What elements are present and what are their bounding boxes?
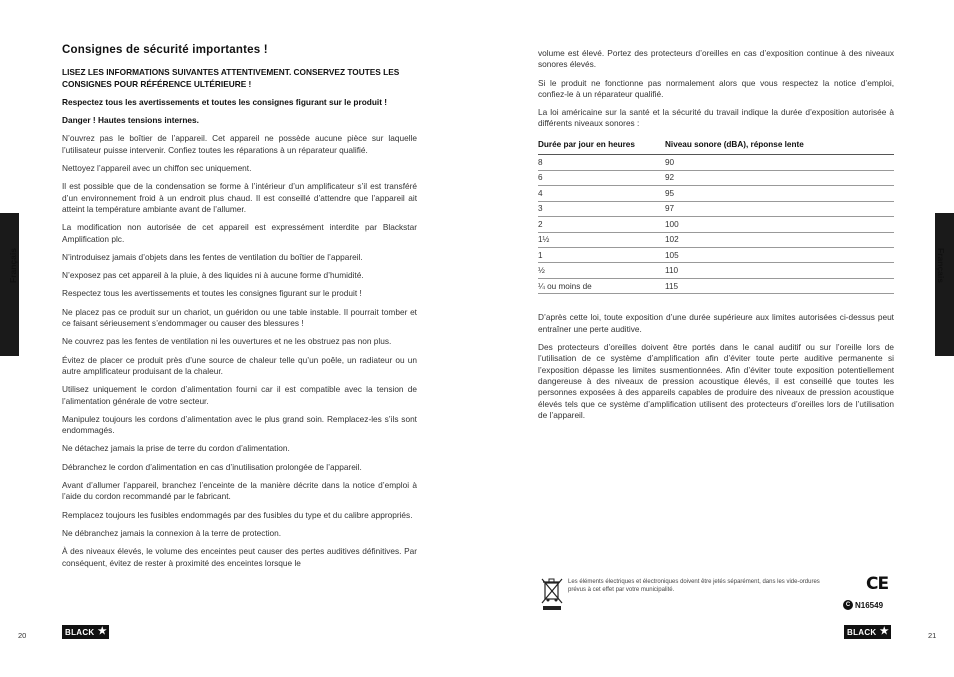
paragraph: La loi américaine sur la santé et la sécurité du travail indique la durée d’exposition autorisée à différents niveaux sonores : <box>538 107 894 129</box>
bold-paragraph: Danger ! Hautes tensions internes. <box>62 115 199 126</box>
page-heading: Consignes de sécurité importantes ! <box>62 44 268 56</box>
certification <box>843 600 883 610</box>
table-cell: 4 <box>538 186 665 201</box>
table-cell: 100 <box>665 217 894 232</box>
table-cell: 6 <box>538 170 665 185</box>
paragraph: Si le produit ne fonctionne pas normalement alors que vous respectez la notice d’emploi, confiez-le à un réparateur qualifié. <box>538 77 894 99</box>
star-icon: ★ <box>97 626 107 637</box>
table-row <box>538 247 894 262</box>
logo-text: BLACK <box>847 627 877 637</box>
blackstar-logo <box>62 625 109 639</box>
paragraph: N’exposez pas cet appareil à la pluie, à des liquides ni à aucune forme d’humidité. <box>62 270 364 281</box>
star-icon: ★ <box>879 626 889 637</box>
table-row <box>538 217 894 232</box>
paragraph: Évitez de placer ce produit près d’une source de chaleur telle qu’un poêle, un radiateur ou un autre amplificateur produisant de la chaleur. <box>62 354 417 376</box>
paragraph: Remplacez toujours les fusibles endommagés par des fusibles du type et du calibre appropriés. <box>62 509 413 520</box>
tab-label-right: Français <box>936 248 946 283</box>
table-row <box>538 278 894 293</box>
table-cell: 3 <box>538 201 665 216</box>
weee-bin-icon <box>540 577 564 611</box>
paragraph: Ne débranchez jamais la connexion à la terre de protection. <box>62 527 282 538</box>
bold-paragraph: LISEZ LES INFORMATIONS SUIVANTES ATTENTIVEMENT. CONSERVEZ TOUTES LES CONSIGNES POUR RÉFÉRENCE ULTÉRIEURE ! <box>62 67 400 89</box>
table-row <box>538 232 894 247</box>
side-tab-right <box>935 213 954 356</box>
paragraph: Des protecteurs d’oreilles doivent être portés dans le canal auditif ou sur l’oreille lors de l’utilisation de ce système d’amplification afin d’éviter toute perte auditive permanente si l’exposition dépasse les limites susmentionnées. Afin d’éviter toute exposition potentiellement dangereuse à des niveaux de pression acoustique élevés, il est conseillé que toutes les personnes exposées à des appareils capables de produire des niveaux de pression acoustique élevés tels que ce système d’amplification utilisent des protecteurs d’oreilles lors de l’utilisation de l’appareil. <box>538 342 894 420</box>
c-tick-icon: C <box>843 600 853 610</box>
table-cell: 95 <box>665 186 894 201</box>
table-row <box>538 170 894 185</box>
weee-notice: Les éléments électriques et électroniques doivent être jetés séparément, dans les vide-ordures prévus à cet effet par votre municipalité. <box>568 579 820 593</box>
column-header: Niveau sonore (dBA), réponse lente <box>665 137 894 155</box>
paragraph: Avant d’allumer l’appareil, branchez l’enceinte de la manière décrite dans la notice d’emploi à l’aide du cordon recommandé par le fabricant. <box>62 480 417 502</box>
page-number: 21 <box>928 631 937 640</box>
paragraph: N’ouvrez pas le boîtier de l’appareil. Cet appareil ne possède aucune pièce sur laquelle l’utilisateur puisse intervenir. Confiez toutes les réparations à un réparateur qualifié. <box>62 133 417 155</box>
bold-paragraph: Respectez tous les avertissements et toutes les consignes figurant sur le produit ! <box>62 96 388 107</box>
table-cell: 110 <box>665 263 894 278</box>
column-header: Durée par jour en heures <box>538 137 665 155</box>
tab-label-left: Français <box>8 248 18 283</box>
paragraph: Nettoyez l’appareil avec un chiffon sec uniquement. <box>62 163 252 174</box>
page-number: 20 <box>18 631 27 640</box>
paragraph: Respectez tous les avertissements et toutes les consignes figurant sur le produit ! <box>62 288 362 299</box>
logo-text: BLACK <box>65 627 95 637</box>
table-cell: 2 <box>538 217 665 232</box>
table-cell: ¼ ou moins de <box>538 278 665 293</box>
right-column <box>538 48 894 428</box>
table-cell: 97 <box>665 201 894 216</box>
paragraph: volume est élevé. Portez des protecteurs d’oreilles en cas d’exposition continue à des niveaux sonores élevés. <box>538 48 894 70</box>
table-row <box>538 155 894 170</box>
blackstar-logo <box>844 625 891 639</box>
table-cell: 90 <box>665 155 894 170</box>
paragraph: D’après cette loi, toute exposition d’une durée supérieure aux limites autorisées ci-dessus peut entraîner une perte auditive. <box>538 312 894 334</box>
paragraph: Ne couvrez pas les fentes de ventilation ni les ouvertures et ne les obstruez pas non plus. <box>62 336 392 347</box>
paragraph: La modification non autorisée de cet appareil est expressément interdite par Blackstar Amplification plc. <box>62 222 417 244</box>
paragraph: Débranchez le cordon d’alimentation en cas d’inutilisation prolongée de l’appareil. <box>62 461 362 472</box>
paragraph: Manipulez toujours les cordons d’alimentation avec le plus grand soin. Remplacez-les s’ils sont endommagés. <box>62 413 417 436</box>
table-row <box>538 201 894 216</box>
left-column <box>62 45 417 576</box>
table-cell: 1 <box>538 247 665 262</box>
paragraph: N’introduisez jamais d’objets dans les fentes de ventilation du boîtier de l’appareil. <box>62 251 363 262</box>
paragraph: À des niveaux élevés, le volume des enceintes peut causer des pertes auditives définitives. Par conséquent, évitez de rester à proximité des enceintes lorsque le <box>62 546 417 568</box>
paragraph: Utilisez uniquement le cordon d’alimentation fourni car il est compatible avec la tension de l’alimentation générale de votre secteur. <box>62 384 417 406</box>
paragraph: Ne détachez jamais la prise de terre du cordon d’alimentation. <box>62 443 290 454</box>
table-cell: 92 <box>665 170 894 185</box>
table-header-row <box>538 137 894 155</box>
table-cell: 105 <box>665 247 894 262</box>
table-cell: 1½ <box>538 232 665 247</box>
cert-number: N16549 <box>855 600 884 610</box>
paragraph: Il est possible que de la condensation se forme à l’intérieur d’un amplificateur s’il est transféré d’un environnement froid à un endroit plus chaud. Il est conseillé d’attendre que l’appareil ait atteint la température ambiante avant de l’allumer. <box>62 181 417 214</box>
paragraph: Ne placez pas ce produit sur un chariot, un guéridon ou une table instable. Il pourrait tomber et ce faisant sérieusement s’endommager ou causer des blessures ! <box>62 306 417 329</box>
exposure-table <box>538 137 894 295</box>
side-tab-left <box>0 213 19 356</box>
table-cell: 115 <box>665 278 894 293</box>
table-cell: 8 <box>538 155 665 170</box>
ce-mark: CE <box>866 574 889 594</box>
table-cell: ½ <box>538 263 665 278</box>
table-cell: 102 <box>665 232 894 247</box>
table-row <box>538 186 894 201</box>
table-row <box>538 263 894 278</box>
